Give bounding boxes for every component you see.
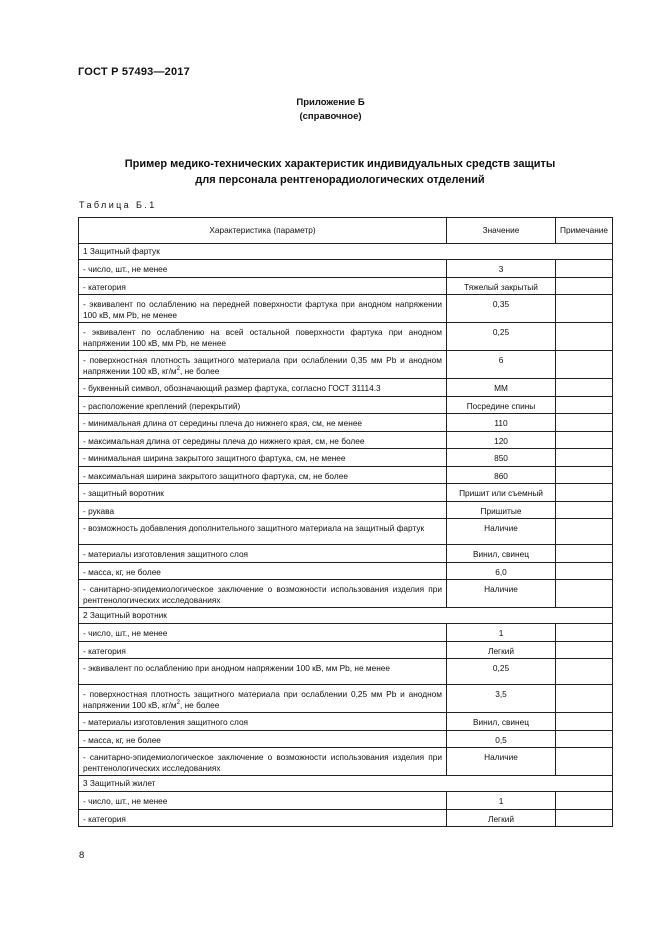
value-cell: Винил, свинец — [447, 713, 556, 731]
table-header-row — [79, 218, 613, 244]
parameter-text: - возможность добавления дополнительного защитного материала на защитный фартук — [83, 523, 425, 533]
parameter-text: - категория — [83, 281, 126, 292]
parameter-cell — [79, 466, 447, 484]
parameter-cell — [79, 624, 447, 642]
table-row — [79, 449, 613, 467]
value-cell: Посредине спины — [447, 396, 556, 414]
table-row — [79, 748, 613, 776]
table-section-row — [79, 776, 613, 792]
parameter-text: - масса, кг, не более — [83, 566, 161, 577]
parameter-cell — [79, 730, 447, 748]
table-body — [79, 244, 613, 827]
parameter-text: - поверхностная плотность защитного материала при ослаблении 0,35 мм Pb и анодном напряжении 100 кВ, кг/м — [83, 355, 442, 376]
header-note: Примечание — [556, 218, 613, 244]
table-row — [79, 624, 613, 642]
value-cell: Легкий — [447, 641, 556, 659]
note-cell — [556, 484, 613, 502]
parameter-text: - масса, кг, не более — [83, 734, 161, 745]
value-cell: Легкий — [447, 809, 556, 827]
parameter-cell — [79, 396, 447, 414]
note-cell — [556, 730, 613, 748]
value-cell: 0,5 — [447, 730, 556, 748]
note-cell — [556, 260, 613, 278]
value-cell: 0,35 — [447, 295, 556, 323]
parameter-text: - санитарно-эпидемиологическое заключение о возможности использования изделия при рентгенологических исследованиях — [83, 752, 442, 773]
note-cell — [556, 323, 613, 351]
parameter-cell — [79, 484, 447, 502]
value-cell: Винил, свинец — [447, 545, 556, 563]
table-row — [79, 685, 613, 713]
parameter-text: - поверхностная плотность защитного материала при ослаблении 0,25 мм Pb и анодном напряжении 100 кВ, кг/м — [83, 689, 442, 710]
value-cell: 110 — [447, 414, 556, 432]
value-cell: 6 — [447, 351, 556, 379]
parameter-cell — [79, 792, 447, 810]
parameter-text: - категория — [83, 813, 126, 824]
table-row — [79, 295, 613, 323]
value-cell: 3 — [447, 260, 556, 278]
table-row — [79, 431, 613, 449]
parameter-text: - категория — [83, 645, 126, 656]
note-cell — [556, 431, 613, 449]
annex-heading — [0, 96, 661, 124]
note-cell — [556, 713, 613, 731]
parameter-cell — [79, 641, 447, 659]
parameter-cell — [79, 545, 447, 563]
value-cell: 860 — [447, 466, 556, 484]
section-title: 1 Защитный фартук — [79, 244, 613, 260]
note-cell — [556, 449, 613, 467]
value-cell: 120 — [447, 431, 556, 449]
parameter-text: - материалы изготовления защитного слоя — [83, 549, 249, 559]
table-row — [79, 396, 613, 414]
parameter-text: - санитарно-эпидемиологическое заключение о возможности использования изделия при рентгенологических исследованиях — [83, 584, 442, 605]
parameter-text: - рукава — [83, 505, 115, 516]
note-cell — [556, 792, 613, 810]
table-row — [79, 323, 613, 351]
parameter-text-tail: , не более — [179, 365, 220, 376]
table-row — [79, 501, 613, 519]
parameter-cell — [79, 659, 447, 685]
document-title-line-1: Пример медико-технических характеристик индивидуальных средств защиты — [124, 158, 556, 170]
note-cell — [556, 685, 613, 713]
value-cell: Наличие — [447, 748, 556, 776]
standard-number: ГОСТ Р 57493—2017 — [78, 66, 190, 78]
parameter-cell — [79, 580, 447, 608]
value-cell: 6,0 — [447, 562, 556, 580]
unit-superscript: 2 — [176, 365, 180, 372]
parameter-text: - число, шт., не менее — [83, 796, 168, 806]
value-cell: 1 — [447, 792, 556, 810]
parameter-text: - расположение креплений (перекрытий) — [83, 400, 241, 411]
parameter-text: - число, шт., не менее — [83, 264, 168, 274]
table-row — [79, 466, 613, 484]
annex-subtitle: (справочное) — [299, 111, 362, 122]
note-cell — [556, 501, 613, 519]
parameter-text: - материалы изготовления защитного слоя — [83, 717, 249, 727]
value-cell: ММ — [447, 379, 556, 397]
value-cell: 850 — [447, 449, 556, 467]
table-section-row — [79, 608, 613, 624]
table-row — [79, 414, 613, 432]
table-row — [79, 484, 613, 502]
parameter-cell — [79, 277, 447, 295]
section-title: 2 Защитный воротник — [79, 608, 613, 624]
value-cell: Наличие — [447, 519, 556, 545]
parameter-text-tail: , не более — [179, 699, 220, 710]
table-row — [79, 809, 613, 827]
table-row — [79, 519, 613, 545]
table-row — [79, 379, 613, 397]
value-cell: 0,25 — [447, 659, 556, 685]
table-row — [79, 659, 613, 685]
value-cell: 1 — [447, 624, 556, 642]
table-row — [79, 260, 613, 278]
parameter-text: - защитный воротник — [83, 488, 164, 498]
document-title-line-2: для персонала рентгенорадиологических отделений — [195, 174, 485, 186]
table-row — [79, 580, 613, 608]
header-value: Значение — [447, 218, 556, 244]
table-row — [79, 545, 613, 563]
note-cell — [556, 295, 613, 323]
parameter-cell — [79, 809, 447, 827]
table-label: Таблица Б.1 — [79, 200, 157, 210]
value-cell: Пришитые — [447, 501, 556, 519]
note-cell — [556, 466, 613, 484]
section-title: 3 Защитный жилет — [79, 776, 613, 792]
parameter-text: - буквенный символ, обозначающий размер фартука, согласно ГОСТ 31114.3 — [83, 383, 381, 393]
parameter-cell — [79, 295, 447, 323]
table-row — [79, 351, 613, 379]
table-row — [79, 713, 613, 731]
note-cell — [556, 809, 613, 827]
table-row — [79, 562, 613, 580]
parameter-text: - максимальная длина от середины плеча до нижнего края, см, не более — [83, 435, 365, 446]
parameter-text: - эквивалент по ослаблению на передней поверхности фартука при анодном напряжении 100 кВ, мм Pb, не менее — [83, 299, 442, 320]
parameter-cell — [79, 431, 447, 449]
parameter-cell — [79, 260, 447, 278]
parameter-cell — [79, 713, 447, 731]
parameter-text: - число, шт., не менее — [83, 628, 168, 638]
note-cell — [556, 641, 613, 659]
note-cell — [556, 624, 613, 642]
parameter-text: - эквивалент по ослаблению при анодном напряжении 100 кВ, мм Pb, не менее — [83, 663, 391, 673]
header-parameter: Характеристика (параметр) — [79, 218, 447, 244]
parameter-text: - минимальная ширина закрытого защитного фартука, см, не менее — [83, 453, 346, 463]
annex-title: Приложение Б — [296, 97, 365, 108]
value-cell: Тяжелый закрытый — [447, 277, 556, 295]
note-cell — [556, 519, 613, 545]
parameter-cell — [79, 519, 447, 545]
parameter-cell — [79, 379, 447, 397]
note-cell — [556, 748, 613, 776]
value-cell: 3,5 — [447, 685, 556, 713]
note-cell — [556, 659, 613, 685]
table-row — [79, 641, 613, 659]
page-number: 8 — [79, 850, 85, 861]
note-cell — [556, 545, 613, 563]
unit-superscript: 2 — [176, 699, 180, 706]
parameter-cell — [79, 501, 447, 519]
table-row — [79, 277, 613, 295]
parameter-cell — [79, 685, 447, 713]
note-cell — [556, 580, 613, 608]
note-cell — [556, 414, 613, 432]
note-cell — [556, 379, 613, 397]
note-cell — [556, 396, 613, 414]
table-row — [79, 730, 613, 748]
table-section-row — [79, 244, 613, 260]
parameter-cell — [79, 562, 447, 580]
note-cell — [556, 277, 613, 295]
parameter-cell — [79, 414, 447, 432]
parameter-text: - эквивалент по ослаблению на всей остальной поверхности фартука при анодном напряжении 100 кВ, мм Pb, не менее — [83, 327, 442, 348]
value-cell: 0,25 — [447, 323, 556, 351]
parameter-cell — [79, 323, 447, 351]
value-cell: Пришит или съемный — [447, 484, 556, 502]
note-cell — [556, 562, 613, 580]
characteristics-table — [78, 217, 613, 827]
parameter-cell — [79, 351, 447, 379]
parameter-text: - максимальная ширина закрытого защитного фартука, см, не более — [83, 470, 348, 481]
note-cell — [556, 351, 613, 379]
document-title — [90, 156, 590, 188]
parameter-text: - минимальная длина от середины плеча до нижнего края, см, не менее — [83, 418, 363, 428]
parameter-cell — [79, 748, 447, 776]
value-cell: Наличие — [447, 580, 556, 608]
parameter-cell — [79, 449, 447, 467]
table-row — [79, 792, 613, 810]
